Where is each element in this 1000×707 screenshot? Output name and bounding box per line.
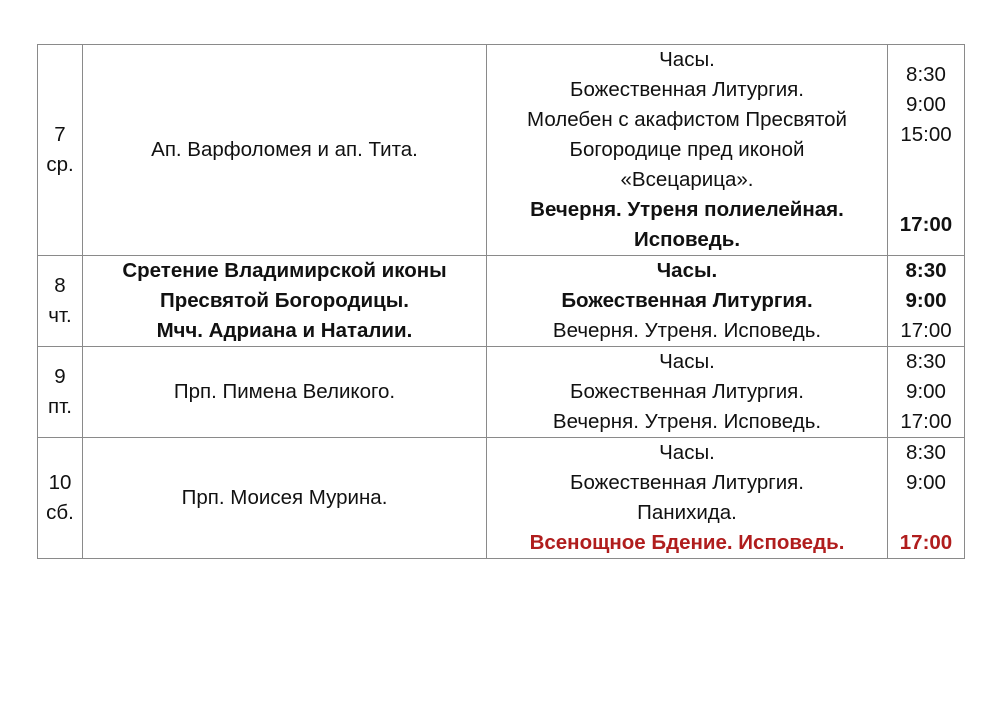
services-cell — [487, 45, 888, 256]
weekday: пт. — [48, 395, 72, 418]
service-time: 9:00 — [906, 93, 946, 116]
service-item: Часы. — [659, 350, 715, 373]
weekday: ср. — [46, 153, 74, 176]
service-item: Божественная Литургия. — [561, 289, 813, 312]
service-time: 8:30 — [906, 63, 946, 86]
schedule-row — [38, 347, 965, 438]
service-time: 9:00 — [906, 471, 946, 494]
schedule-row — [38, 45, 965, 256]
service-time — [888, 150, 964, 180]
saint-cell — [83, 347, 487, 438]
service-item: Часы. — [659, 441, 715, 464]
service-item: Вечерня. Утреня полиелейная. — [530, 198, 844, 221]
service-item: Часы. — [656, 259, 718, 282]
saint-name: Прп. Пимена Великого. — [173, 380, 396, 403]
day-cell — [38, 256, 83, 347]
service-item: Божественная Литургия. — [570, 380, 804, 403]
day-cell — [38, 438, 83, 559]
service-time: 8:30 — [906, 350, 946, 373]
day-number: 7 — [54, 123, 66, 146]
day-number: 9 — [54, 365, 66, 388]
weekday: чт. — [48, 304, 72, 327]
service-time: 15:00 — [900, 123, 952, 146]
weekday: сб. — [46, 501, 74, 524]
saint-name: Пресвятой Богородицы. — [160, 289, 409, 312]
service-item: Божественная Литургия. — [570, 471, 804, 494]
service-time: 9:00 — [906, 380, 946, 403]
service-item: Божественная Литургия. — [570, 78, 804, 101]
schedule-body — [38, 45, 965, 559]
saint-name: Ап. Варфоломея и ап. Тита. — [151, 138, 418, 161]
service-time: 8:30 — [906, 441, 946, 464]
day-number: 10 — [48, 471, 72, 494]
service-time — [888, 498, 964, 528]
saint-name: Сретение Владимирской иконы — [122, 259, 447, 282]
service-time: 17:00 — [900, 319, 952, 342]
service-time: 17:00 — [899, 531, 953, 554]
saint-cell — [83, 438, 487, 559]
schedule-table — [37, 44, 965, 559]
saint-cell — [83, 256, 487, 347]
day-cell — [38, 45, 83, 256]
service-item: Богородице пред иконой — [569, 138, 805, 161]
service-item: Исповедь. — [633, 228, 741, 251]
service-time: 8:30 — [905, 259, 947, 282]
times-cell — [888, 438, 965, 559]
times-cell — [888, 347, 965, 438]
schedule-row — [38, 438, 965, 559]
services-cell — [487, 347, 888, 438]
service-item: Панихида. — [637, 501, 737, 524]
services-cell — [487, 256, 888, 347]
schedule-row — [38, 256, 965, 347]
service-time: 17:00 — [900, 410, 952, 433]
saint-name: Прп. Моисея Мурина. — [181, 486, 388, 509]
service-item: Вечерня. Утреня. Исповедь. — [552, 319, 822, 342]
service-item: Вечерня. Утреня. Исповедь. — [552, 410, 822, 433]
saint-cell — [83, 45, 487, 256]
times-cell — [888, 45, 965, 256]
service-item: «Всецарица». — [620, 168, 754, 191]
day-cell — [38, 347, 83, 438]
services-cell — [487, 438, 888, 559]
day-number: 8 — [54, 274, 66, 297]
service-time: 17:00 — [899, 213, 953, 236]
service-item: Всенощное Бдение. Исповедь. — [529, 531, 845, 554]
saint-name: Мчч. Адриана и Наталии. — [156, 319, 413, 342]
service-time — [888, 180, 964, 210]
times-cell — [888, 256, 965, 347]
service-item: Часы. — [659, 48, 715, 71]
service-item: Молебен с акафистом Пресвятой — [527, 108, 847, 131]
service-time: 9:00 — [905, 289, 947, 312]
